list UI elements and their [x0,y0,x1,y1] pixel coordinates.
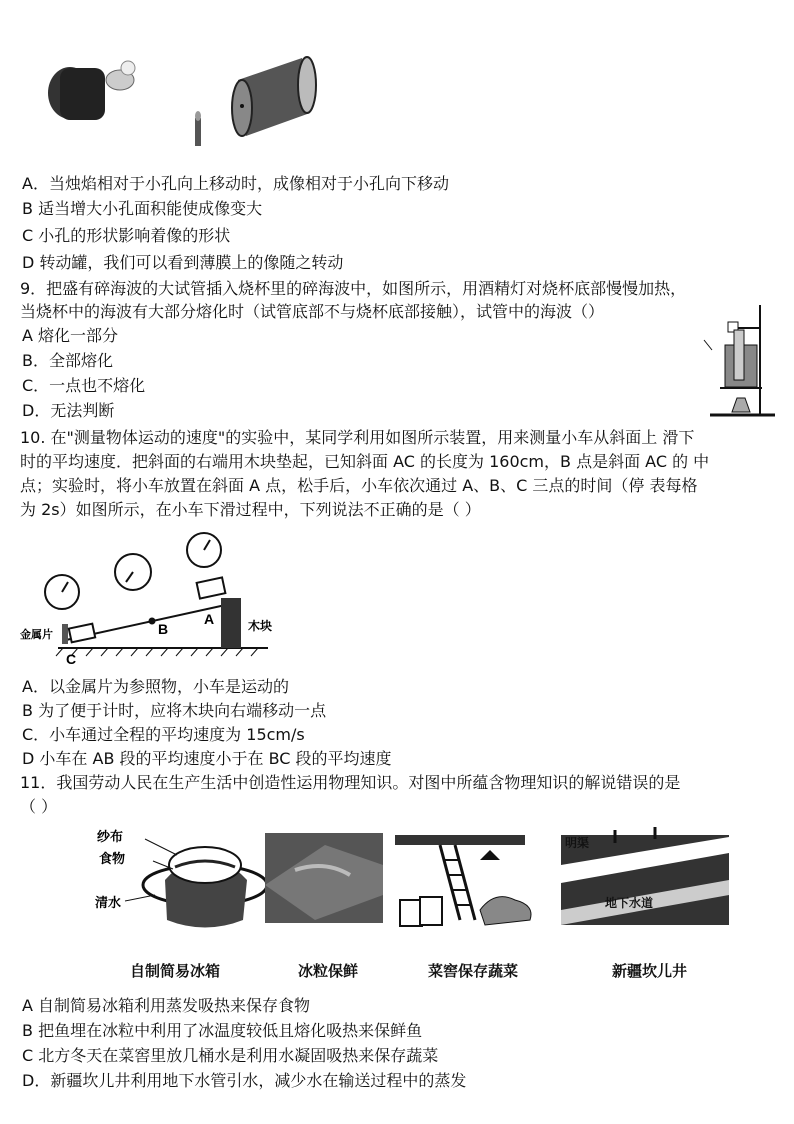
incline-figure [18,530,308,670]
label-c: C [66,651,77,667]
q10-option-a: A．以金属片为参照物，小车是运动的 [22,677,289,696]
q11-option-c: C 北方冬天在菜窖里放几桶水是利用水凝固吸热来保存蔬菜 [22,1046,439,1065]
caption-ice: 冰粒保鲜 [298,962,359,980]
label-gauze: 纱布 [97,830,124,845]
q11-option-d: D．新疆坎儿井利用地下水管引水，减少水在输送过程中的蒸发 [22,1071,467,1090]
q9-stem-line1: 9．把盛有碎海波的大试管插入烧杯里的碎海波中，如图所示，用酒精灯对烧杯底部慢慢加热， [20,279,687,298]
q11-figures [95,825,745,950]
q10-option-b: B 为了便于计时，应将木块向右端移动一点 [22,701,327,720]
heating-apparatus-figure [690,300,780,420]
q11-stem-line1: 11．我国劳动人民在生产生活中创造性运用物理知识。对图中所蕴含物理知识的解说错误的是 [20,773,681,792]
label-metal-sheet: 金属片 [20,628,53,641]
label-water: 清水 [95,896,122,911]
q9-option-d: D．无法判断 [22,401,115,420]
caption-cellar: 菜窖保存蔬菜 [428,962,519,980]
pinhole-camera-figure [30,38,330,153]
label-underground-channel: 地下水道 [605,896,654,910]
label-wood-block: 木块 [248,619,273,633]
label-b: B [158,621,169,637]
q10-stem-line1: 10. 在"测量物体运动的速度"的实验中，某同学利用如图所示装置，用来测量小车从斜面上 滑下 [20,428,695,447]
q8-option-d: D 转动罐，我们可以看到薄膜上的像随之转动 [22,253,344,272]
q11-option-a: A 自制简易冰箱利用蒸发吸热来保存食物 [22,996,311,1015]
q10-stem-line4: 为 2s）如图所示，在小车下滑过程中，下列说法不正确的是（ ） [20,500,481,519]
q9-option-a: A 熔化一部分 [22,326,119,345]
caption-fridge: 自制简易冰箱 [130,962,221,980]
caption-karez: 新疆坎儿井 [612,962,688,980]
q9-stem-line2: 当烧杯中的海波有大部分熔化时（试管底部不与烧杯底部接触），试管中的海波（） [20,302,605,321]
label-open-channel: 明渠 [565,836,590,850]
q8-option-a: A．当烛焰相对于小孔向上移动时，成像相对于小孔向下移动 [22,174,449,193]
q10-stem-line3: 点；实验时，将小车放置在斜面 A 点，松手后，小车依次通过 A、B、C 三点的时间（停 表每格 [20,476,698,495]
q10-option-c: C．小车通过全程的平均速度为 15cm/s [22,725,305,744]
label-a: A [204,611,215,627]
q10-option-d: D 小车在 AB 段的平均速度小于在 BC 段的平均速度 [22,749,392,768]
label-food: 食物 [99,852,126,867]
q11-option-b: B 把鱼埋在冰粒中利用了冰温度较低且熔化吸热来保鲜鱼 [22,1021,423,1040]
q11-stem-line2: （ ） [20,797,58,816]
q9-option-b: B．全部熔化 [22,351,113,370]
q8-option-c: C 小孔的形状影响着像的形状 [22,226,231,245]
q8-option-b: B 适当增大小孔面积能使成像变大 [22,199,263,218]
q10-stem-line2: 时的平均速度．把斜面的右端用木块垫起，已知斜面 AC 的长度为 160cm，B 点是斜面 AC 的 中 [20,452,710,471]
q9-option-c: C．一点也不熔化 [22,376,146,395]
